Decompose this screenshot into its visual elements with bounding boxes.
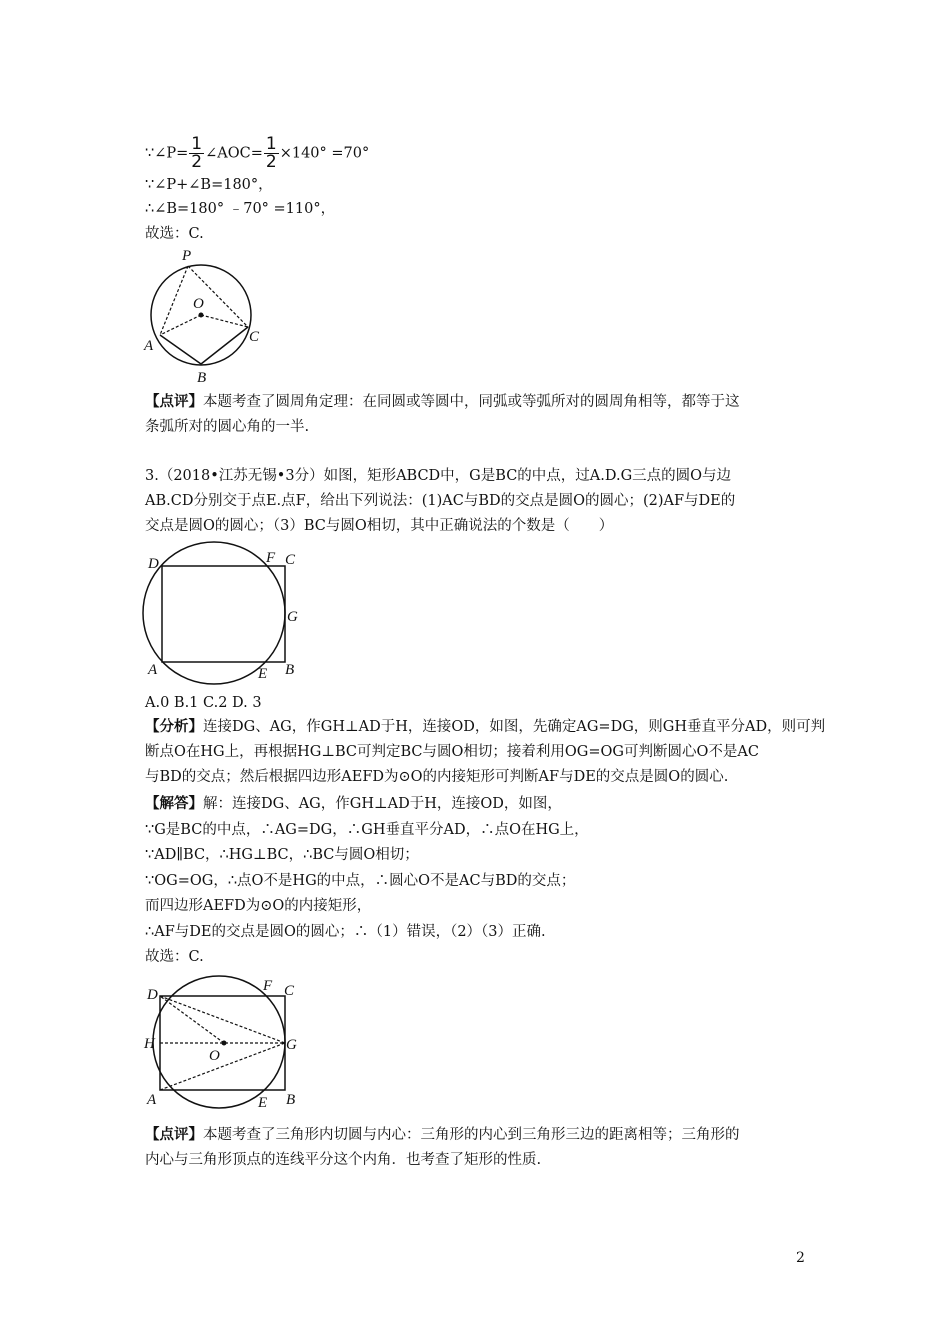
- fraction: [264, 136, 279, 171]
- center-point: [199, 313, 204, 318]
- label-B: B: [286, 1092, 296, 1108]
- label-C: C: [285, 552, 296, 568]
- options-line: A.0 B.1 C.2 D. 3: [145, 695, 262, 711]
- page-number: 2: [796, 1250, 805, 1266]
- label-G: G: [286, 1037, 297, 1053]
- segment-OD: [160, 996, 224, 1043]
- segment-OA: [160, 315, 201, 335]
- label-B: B: [285, 662, 295, 678]
- solution-line: 故选：C.: [145, 226, 204, 242]
- label-G: G: [287, 609, 298, 625]
- rectangle-circle-figure-1: [140, 540, 310, 685]
- label-E: E: [258, 1095, 268, 1111]
- answer-line: ∵AD∥BC，∴HG⊥BC，∴BC与圆O相切；: [145, 847, 419, 863]
- segment-DG: [160, 996, 285, 1043]
- label-E: E: [258, 666, 268, 682]
- center-point: [222, 1041, 227, 1046]
- answer-line: ∵G是BC的中点，∴AG=DG，∴GH垂直平分AD，∴点O在HG上，: [145, 822, 589, 838]
- label-A: A: [148, 662, 158, 678]
- label-D: D: [148, 556, 159, 572]
- comment-line: [145, 1125, 740, 1145]
- segment-PA: [160, 266, 188, 335]
- analysis-line: [145, 717, 825, 737]
- formula-line: [145, 136, 369, 171]
- label-C: C: [284, 983, 295, 999]
- answer-line: ∴AF与DE的交点是圆O的圆心；∴（1）错误，（2）（3）正确.: [145, 924, 546, 940]
- formula-part: ∵∠P=: [145, 145, 189, 162]
- fraction-denominator: 2: [265, 152, 277, 172]
- label-C: C: [249, 329, 260, 345]
- label-B: B: [197, 370, 207, 386]
- analysis-tag: 【分析】: [145, 718, 203, 735]
- comment-line: 内心与三角形顶点的连线平分这个内角．也考查了矩形的性质.: [145, 1152, 542, 1168]
- formula-part: ∠AOC=: [205, 145, 263, 162]
- analysis-text: 连接DG、AG，作GH⊥AD于H，连接OD，如图，先确定AG=DG，则GH垂直平分AD，则可判: [203, 719, 826, 735]
- question-stem: AB.CD分别交于点E.点F，给出下列说法：(1)AC与BD的交点是圆O的圆心；(2)AF与DE的: [145, 493, 736, 509]
- comment-text: 本题考查了三角形内切圆与内心：三角形的内心到三角形三边的距离相等；三角形的: [203, 1127, 740, 1143]
- comment-tag: 【点评】: [145, 1126, 203, 1143]
- question-stem: 交点是圆O的圆心；（3）BC与圆O相切，其中正确说法的个数是（ ）: [145, 518, 614, 534]
- analysis-line: 与BD的交点；然后根据四边形AEFD为⊙O的内接矩形可判断AF与DE的交点是圆O的圆心.: [145, 769, 729, 785]
- fraction-numerator: 1: [265, 134, 277, 154]
- comment-line: [145, 392, 740, 412]
- answer-line: 故选：C.: [145, 949, 204, 965]
- circle-figure-1: [138, 244, 268, 389]
- rectangle-ABCD: [162, 566, 285, 662]
- label-O: O: [209, 1048, 220, 1064]
- label-F: F: [263, 978, 273, 994]
- label-O: O: [193, 296, 204, 312]
- solution-line: ∴∠B=180° ﹣70° =110°，: [145, 201, 336, 217]
- solution-line: ∵∠P+∠B=180°，: [145, 177, 273, 193]
- comment-text: 本题考查了圆周角定理：在同圆或等圆中，同弧或等弧所对的圆周角相等，都等于这: [203, 394, 740, 410]
- answer-tag: 【解答】: [145, 795, 203, 812]
- question-stem: 3.（2018•江苏无锡•3分）如图，矩形ABCD中，G是BC的中点，过A.D.G三点的圆O与边: [145, 468, 732, 484]
- rectangle-circle-figure-2: [140, 972, 310, 1117]
- label-H: H: [144, 1036, 155, 1052]
- comment-line: 条弧所对的圆心角的一半.: [145, 419, 310, 435]
- fraction-numerator: 1: [191, 134, 203, 154]
- answer-line: ∵OG=OG，∴点O不是HG的中点，∴圆心O不是AC与BD的交点；: [145, 873, 576, 889]
- label-F: F: [266, 550, 276, 566]
- fraction: [189, 136, 204, 171]
- fraction-denominator: 2: [191, 152, 203, 172]
- analysis-line: 断点O在HG上，再根据HG⊥BC可判定BC与圆O相切；接着利用OG=OG可判断圆心O不是AC: [145, 744, 759, 760]
- label-P: P: [182, 248, 192, 264]
- segment-OC: [201, 315, 248, 327]
- segment-AG: [160, 1043, 285, 1090]
- answer-line: [145, 794, 562, 814]
- answer-text: 解：连接DG、AG，作GH⊥AD于H，连接OD，如图，: [203, 796, 562, 812]
- label-D: D: [147, 987, 158, 1003]
- answer-line: 而四边形AEFD为⊙O的内接矩形，: [145, 898, 372, 914]
- label-A: A: [144, 338, 154, 354]
- formula-part: ×140° =70°: [279, 145, 370, 162]
- label-A: A: [147, 1092, 157, 1108]
- comment-tag: 【点评】: [145, 393, 203, 410]
- segment-AB: [160, 335, 201, 364]
